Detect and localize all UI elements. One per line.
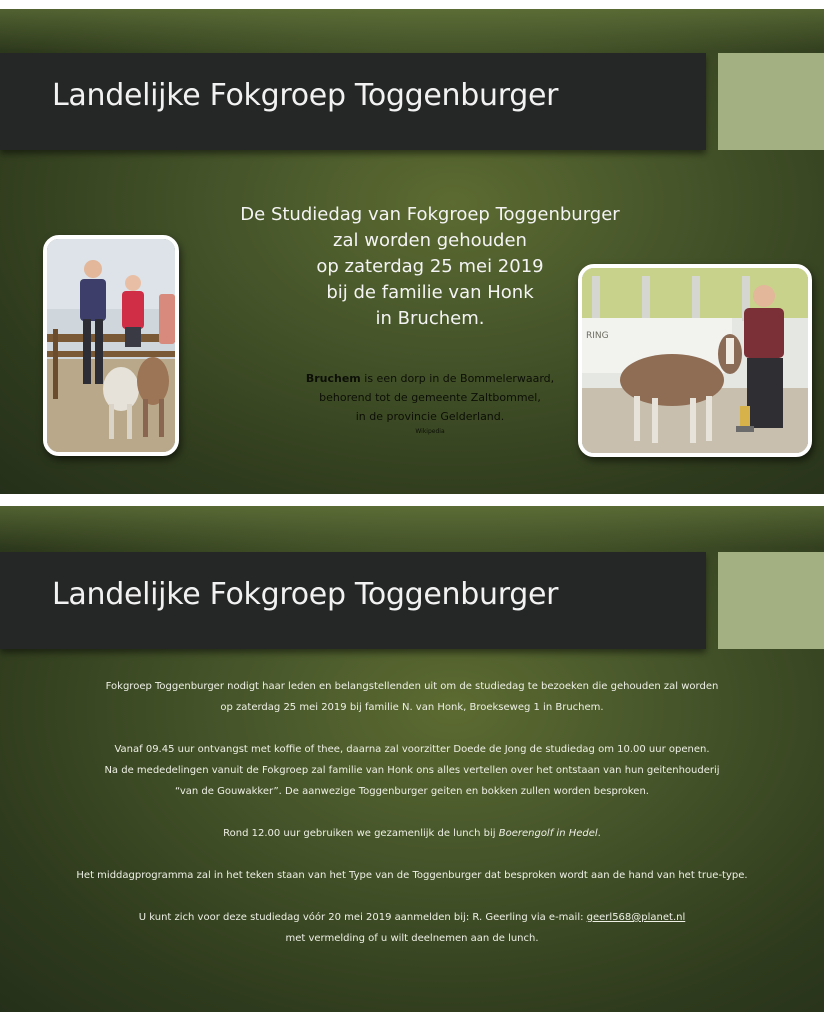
top-gradient-band	[0, 506, 824, 548]
info-line	[270, 369, 590, 388]
photo-people-with-goats	[43, 235, 179, 456]
heading-line: in Bruchem.	[375, 308, 485, 329]
text-line: op zaterdag 25 mei 2019 bij familie N. van Honk, Broekseweg 1 in Bruchem.	[220, 702, 604, 713]
text-line: U kunt zich voor deze studiedag vóór 20 mei 2019 aanmelden bij: R. Geerling via e-mail:	[138, 912, 587, 923]
slide-title: Landelijke Fokgroep Toggenburger	[52, 78, 559, 113]
accent-block	[718, 53, 824, 150]
paragraph-invitation	[36, 676, 788, 718]
paragraph-afternoon	[36, 865, 788, 886]
text-line: Vanaf 09.45 uur ontvangst met koffie of thee, daarna zal voorzitter Doede de Jong de studiedag om 10.00 uur openen.	[114, 744, 710, 755]
lunch-location: Boerengolf in Hedel	[498, 828, 598, 839]
text-line: Na de mededelingen vanuit de Fokgroep zal familie van Honk ons alles vertellen over het ontstaan van hun geitenhouderij	[104, 765, 720, 776]
heading-line: zal worden gehouden	[333, 230, 527, 251]
info-bold: Bruchem	[305, 372, 361, 385]
text-line: met vermelding of u wilt deelnemen aan de lunch.	[285, 933, 539, 944]
invitation-text	[36, 676, 788, 970]
sign-text: RING	[586, 331, 609, 341]
top-gradient-band	[0, 9, 824, 51]
info-text: is een dorp in de Bommelerwaard,	[360, 372, 555, 385]
heading-line: op zaterdag 25 mei 2019	[316, 256, 544, 277]
text-line: Rond 12.00 uur gebruiken we gezamenlijk de lunch bij	[223, 828, 499, 839]
slide-title: Landelijke Fokgroep Toggenburger	[52, 577, 559, 612]
paragraph-registration	[36, 907, 788, 949]
paragraph-program-morning	[36, 739, 788, 802]
text-line: Fokgroep Toggenburger nodigt haar leden en belangstellenden uit om de studiedag te bezoeken die gehouden zal worden	[105, 681, 719, 692]
title-bar	[0, 53, 706, 150]
photo-goat-with-trophy	[578, 264, 812, 457]
text-line: .	[597, 828, 601, 839]
slide-1	[0, 9, 824, 494]
text-line: Het middagprogramma zal in het teken staan van het Type van de Toggenburger dat besproken wordt aan de hand van het true-type.	[76, 870, 748, 881]
title-bar	[0, 552, 706, 649]
heading-line: bij de familie van Honk	[326, 282, 534, 303]
info-line: in de provincie Gelderland.	[355, 410, 505, 423]
bruchem-info	[270, 369, 590, 438]
info-source: Wikipedia	[415, 428, 445, 435]
text-line: “van de Gouwakker”. De aanwezige Toggenburger geiten en bokken zullen worden besproken.	[175, 786, 649, 797]
slide-2	[0, 506, 824, 1012]
info-line: behorend tot de gemeente Zaltbommel,	[319, 391, 541, 404]
paragraph-lunch	[36, 823, 788, 844]
heading-line: De Studiedag van Fokgroep Toggenburger	[240, 204, 620, 225]
email-link[interactable]: geerl568@planet.nl	[586, 912, 686, 923]
accent-block	[718, 552, 824, 649]
